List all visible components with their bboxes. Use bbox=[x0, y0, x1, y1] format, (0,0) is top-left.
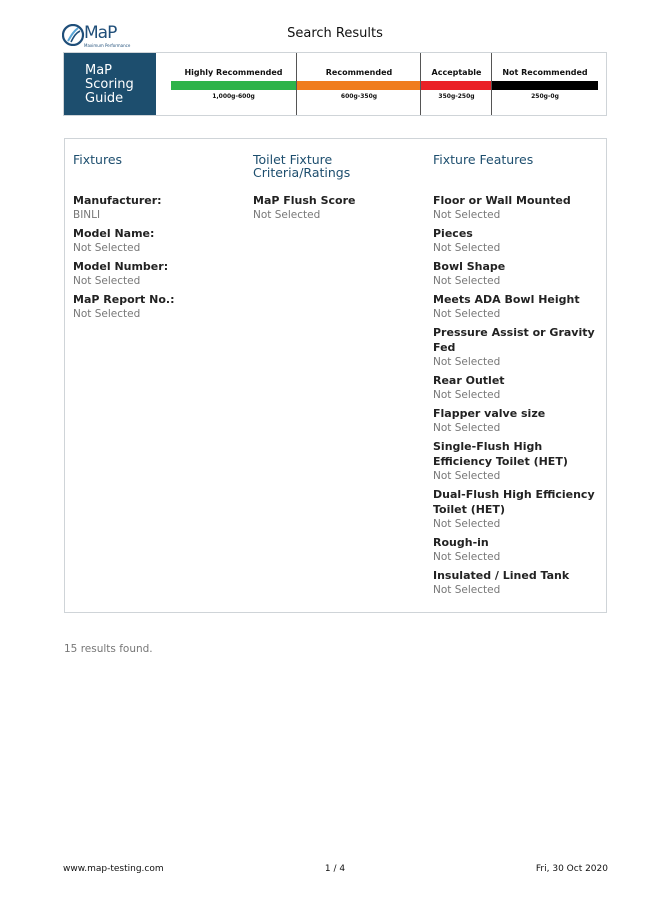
field-value: Not Selected bbox=[433, 356, 501, 368]
column-fixtures bbox=[73, 153, 243, 325]
segment-bar bbox=[421, 81, 492, 90]
field-value: BINLI bbox=[73, 209, 101, 221]
field-label: Pressure Assist or Gravity Fed bbox=[433, 326, 595, 354]
footer-website[interactable]: www.map-testing.com bbox=[63, 864, 164, 874]
logo-tagline: Maximum Performance bbox=[84, 43, 131, 48]
field-value: Not Selected bbox=[433, 389, 501, 401]
field-label: Model Name: bbox=[73, 227, 155, 240]
results-count: 15 results found. bbox=[64, 643, 153, 655]
field-label: Bowl Shape bbox=[433, 260, 506, 273]
page-title: Search Results bbox=[287, 26, 383, 41]
field-value: Not Selected bbox=[433, 209, 501, 221]
field-value: Not Selected bbox=[433, 242, 501, 254]
column-title: Toilet Fixture Criteria/Ratings bbox=[253, 152, 351, 180]
scoring-guide bbox=[63, 52, 607, 116]
field-label: MaP Flush Score bbox=[253, 194, 356, 207]
field-value: Not Selected bbox=[433, 422, 501, 434]
footer-page-number: 1 / 4 bbox=[324, 864, 346, 874]
column-criteria-ratings bbox=[253, 153, 423, 226]
field-label: Insulated / Lined Tank bbox=[433, 569, 570, 582]
segment-not-recommended: Not Recommended 250g-0g bbox=[491, 53, 598, 115]
logo-brand: MaP bbox=[84, 23, 117, 43]
scoring-guide-label: MaP Scoring Guide bbox=[64, 53, 156, 115]
criteria-panel bbox=[64, 138, 607, 613]
field-value: Not Selected bbox=[73, 308, 141, 320]
segment-bar bbox=[297, 81, 421, 90]
field-label: Floor or Wall Mounted bbox=[433, 194, 571, 207]
segment-acceptable: Acceptable 350g-250g bbox=[420, 53, 492, 115]
field-label: Pieces bbox=[433, 227, 473, 240]
field-label: Rear Outlet bbox=[433, 374, 505, 387]
field-label: Flapper valve size bbox=[433, 407, 546, 420]
field-label: Meets ADA Bowl Height bbox=[433, 293, 580, 306]
field-value: Not Selected bbox=[73, 275, 141, 287]
segment-recommended: Recommended 600g-350g bbox=[296, 53, 421, 115]
field-value: Not Selected bbox=[433, 308, 501, 320]
field-value: Not Selected bbox=[433, 584, 501, 596]
field-value: Not Selected bbox=[433, 518, 501, 530]
footer-date: Fri, 30 Oct 2020 bbox=[535, 864, 608, 874]
column-title: Fixture Features bbox=[433, 152, 534, 167]
field-value: Not Selected bbox=[73, 242, 141, 254]
column-fixture-features bbox=[433, 153, 601, 601]
column-title: Fixtures bbox=[73, 152, 123, 167]
field-value: Not Selected bbox=[433, 275, 501, 287]
field-label: Rough-in bbox=[433, 536, 489, 549]
field-label: Dual-Flush High Efficiency Toilet (HET) bbox=[433, 488, 595, 516]
field-label: MaP Report No.: bbox=[73, 293, 175, 306]
field-value: Not Selected bbox=[253, 209, 321, 221]
field-label: Single-Flush High Efficiency Toilet (HET) bbox=[433, 440, 568, 468]
field-value: Not Selected bbox=[433, 551, 501, 563]
field-label: Manufacturer: bbox=[73, 194, 162, 207]
field-value: Not Selected bbox=[433, 470, 501, 482]
segment-bar bbox=[492, 81, 598, 90]
segment-bar bbox=[171, 81, 296, 90]
segment-highly-recommended: Highly Recommended 1,000g-600g bbox=[171, 53, 296, 115]
field-label: Model Number: bbox=[73, 260, 169, 273]
